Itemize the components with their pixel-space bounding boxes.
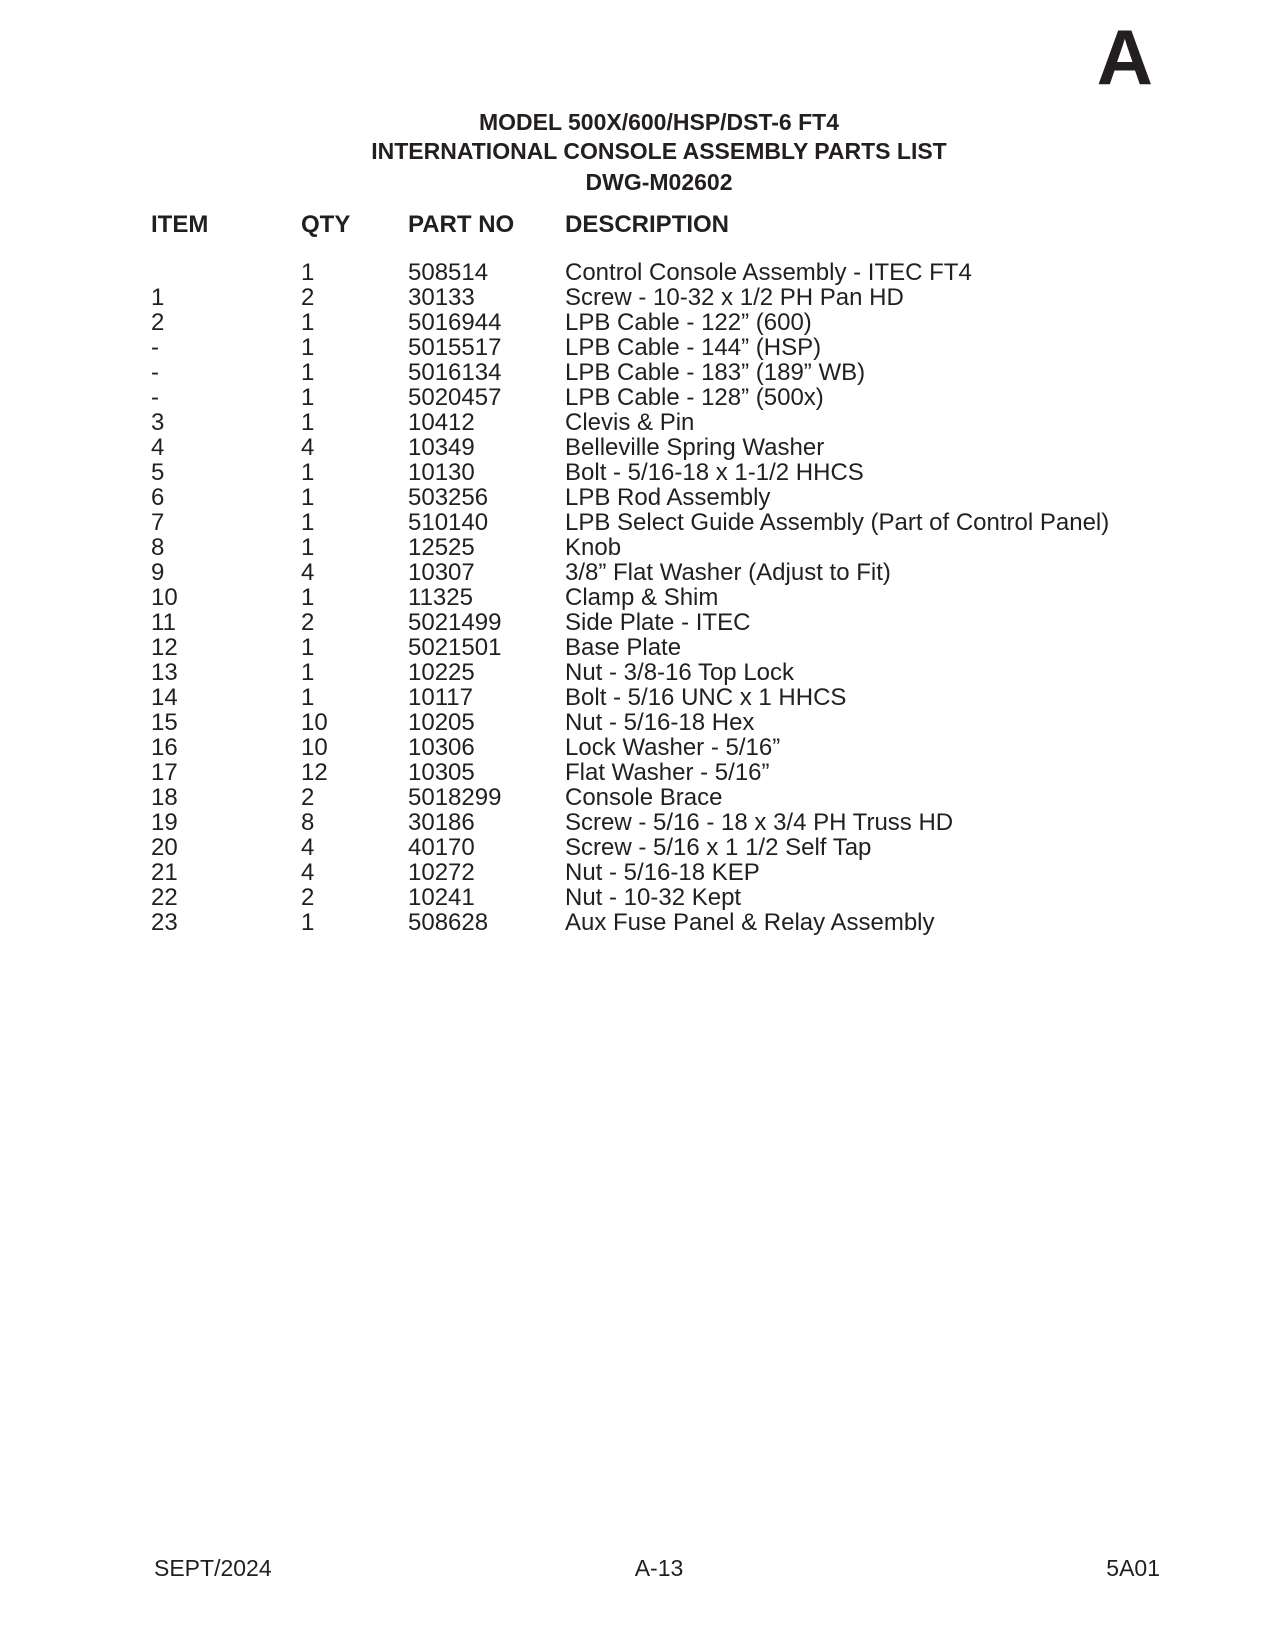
cell-part-no: 10306: [408, 734, 475, 761]
cell-item: 12: [151, 634, 178, 661]
cell-description: Belleville Spring Washer: [565, 434, 825, 461]
drawing-number: DWG-M02602: [585, 169, 733, 195]
cell-part-no: 10307: [408, 559, 475, 586]
cell-description: Screw - 10-32 x 1/2 PH Pan HD: [565, 284, 904, 311]
cell-qty: 4: [301, 834, 315, 861]
table-row: [151, 285, 1109, 310]
model-title: MODEL 500X/600/HSP/DST-6 FT4: [478, 109, 840, 135]
footer-page-number: A-13: [634, 1555, 684, 1581]
footer-date: SEPT/2024: [154, 1555, 272, 1581]
cell-item: 23: [151, 909, 178, 936]
cell-part-no: 5018299: [408, 784, 502, 811]
table-header-row: [151, 210, 1109, 240]
cell-item: 17: [151, 759, 178, 786]
cell-qty: 1: [301, 384, 315, 411]
footer-code: 5A01: [1106, 1555, 1160, 1581]
cell-part-no: 508628: [408, 909, 489, 936]
cell-description: Lock Washer - 5/16”: [565, 734, 781, 761]
cell-part-no: 5021501: [408, 634, 502, 661]
cell-part-no: 40170: [408, 834, 475, 861]
cell-qty: 1: [301, 634, 315, 661]
cell-part-no: 10412: [408, 409, 475, 436]
cell-item: 2: [151, 309, 165, 336]
cell-item: 20: [151, 834, 178, 861]
cell-description: Knob: [565, 534, 622, 561]
cell-description: Bolt - 5/16-18 x 1-1/2 HHCS: [565, 459, 864, 486]
header-description: DESCRIPTION: [565, 211, 730, 238]
table-row: [151, 635, 1109, 660]
cell-item: 4: [151, 434, 165, 461]
header-item: ITEM: [151, 211, 209, 238]
cell-item: 5: [151, 459, 165, 486]
cell-qty: 10: [301, 709, 328, 736]
table-row: [151, 685, 1109, 710]
cell-description: LPB Cable - 122” (600): [565, 309, 812, 336]
table-row: [151, 785, 1109, 810]
cell-description: Control Console Assembly - ITEC FT4: [565, 259, 972, 286]
table-row: [151, 910, 1109, 935]
cell-description: LPB Cable - 128” (500x): [565, 384, 824, 411]
table-row: [151, 435, 1109, 460]
cell-part-no: 5016944: [408, 309, 502, 336]
cell-qty: 1: [301, 909, 315, 936]
cell-part-no: 5016134: [408, 359, 502, 386]
table-row: [151, 810, 1109, 835]
cell-item: 9: [151, 559, 165, 586]
cell-part-no: 510140: [408, 509, 489, 536]
table-row: [151, 885, 1109, 910]
table-row: [151, 560, 1109, 585]
cell-item: 13: [151, 659, 178, 686]
table-row: [151, 460, 1109, 485]
cell-item: 3: [151, 409, 165, 436]
cell-part-no: 10225: [408, 659, 475, 686]
cell-item: -: [151, 334, 159, 361]
cell-qty: 1: [301, 409, 315, 436]
table-row: [151, 260, 1109, 285]
header-part-no: PART NO: [408, 211, 515, 238]
cell-description: Side Plate - ITEC: [565, 609, 751, 636]
table-row: [151, 610, 1109, 635]
cell-qty: 2: [301, 884, 315, 911]
table-row: [151, 760, 1109, 785]
cell-item: 16: [151, 734, 178, 761]
cell-qty: 4: [301, 434, 315, 461]
table-row: [151, 735, 1109, 760]
cell-description: 3/8” Flat Washer (Adjust to Fit): [565, 559, 891, 586]
cell-qty: 12: [301, 759, 328, 786]
cell-part-no: 10130: [408, 459, 475, 486]
cell-qty: 1: [301, 509, 315, 536]
table-row: [151, 410, 1109, 435]
table-row: [151, 385, 1109, 410]
cell-qty: 1: [301, 484, 315, 511]
cell-description: Nut - 5/16-18 Hex: [565, 709, 755, 736]
cell-qty: 4: [301, 859, 315, 886]
cell-part-no: 503256: [408, 484, 489, 511]
cell-qty: 8: [301, 809, 315, 836]
table-row: [151, 860, 1109, 885]
cell-description: LPB Rod Assembly: [565, 484, 771, 511]
cell-item: 18: [151, 784, 178, 811]
cell-description: Flat Washer - 5/16”: [565, 759, 770, 786]
header-spacer: [151, 240, 1109, 260]
cell-qty: 2: [301, 284, 315, 311]
cell-qty: 1: [301, 684, 315, 711]
table-row: [151, 485, 1109, 510]
table-row: [151, 335, 1109, 360]
table-row: [151, 310, 1109, 335]
cell-item: 22: [151, 884, 178, 911]
cell-part-no: 5020457: [408, 384, 502, 411]
cell-part-no: 10205: [408, 709, 475, 736]
cell-item: 11: [151, 609, 176, 636]
cell-part-no: 12525: [408, 534, 475, 561]
cell-item: 1: [151, 284, 165, 311]
cell-description: LPB Cable - 144” (HSP): [565, 334, 822, 361]
table-row: [151, 835, 1109, 860]
cell-qty: 1: [301, 309, 315, 336]
cell-item: 19: [151, 809, 178, 836]
cell-item: 21: [151, 859, 178, 886]
cell-description: Base Plate: [565, 634, 682, 661]
cell-qty: 1: [301, 584, 315, 611]
cell-item: -: [151, 384, 159, 411]
cell-qty: 10: [301, 734, 328, 761]
cell-description: Screw - 5/16 x 1 1/2 Self Tap: [565, 834, 872, 861]
cell-description: Nut - 10-32 Kept: [565, 884, 742, 911]
cell-qty: 1: [301, 659, 315, 686]
section-letter: A: [1096, 13, 1153, 101]
cell-item: 10: [151, 584, 178, 611]
cell-item: 6: [151, 484, 165, 511]
cell-qty: 2: [301, 609, 315, 636]
cell-qty: 4: [301, 559, 315, 586]
cell-part-no: 30133: [408, 284, 475, 311]
header-qty: QTY: [301, 211, 351, 238]
table-row: [151, 510, 1109, 535]
title-block: [0, 108, 1275, 197]
cell-part-no: 508514: [408, 259, 489, 286]
cell-description: Nut - 3/8-16 Top Lock: [565, 659, 795, 686]
table-row: [151, 585, 1109, 610]
cell-part-no: 30186: [408, 809, 475, 836]
cell-part-no: 10117: [408, 684, 473, 711]
cell-item: 7: [151, 509, 165, 536]
cell-qty: 1: [301, 359, 315, 386]
cell-description: Clevis & Pin: [565, 409, 695, 436]
cell-description: Console Brace: [565, 784, 723, 811]
parts-table-body: [151, 240, 1109, 935]
cell-item: 8: [151, 534, 165, 561]
cell-part-no: 10305: [408, 759, 475, 786]
cell-description: Screw - 5/16 - 18 x 3/4 PH Truss HD: [565, 809, 954, 836]
cell-description: LPB Cable - 183” (189” WB): [565, 359, 866, 386]
cell-part-no: 5021499: [408, 609, 502, 636]
cell-description: Clamp & Shim: [565, 584, 719, 611]
cell-part-no: 10349: [408, 434, 475, 461]
cell-description: Nut - 5/16-18 KEP: [565, 859, 760, 886]
cell-qty: 1: [301, 334, 315, 361]
cell-description: Bolt - 5/16 UNC x 1 HHCS: [565, 684, 847, 711]
cell-item: -: [151, 359, 159, 386]
parts-list-title: INTERNATIONAL CONSOLE ASSEMBLY PARTS LIST: [371, 138, 947, 164]
table-row: [151, 360, 1109, 385]
cell-item: [151, 260, 301, 285]
cell-part-no: 10241: [408, 884, 475, 911]
cell-qty: 2: [301, 784, 315, 811]
table-row: [151, 660, 1109, 685]
cell-part-no: 10272: [408, 859, 475, 886]
cell-part-no: 11325: [408, 584, 473, 611]
table-row: [151, 535, 1109, 560]
cell-part-no: 5015517: [408, 334, 502, 361]
cell-item: 14: [151, 684, 178, 711]
cell-qty: 1: [301, 459, 315, 486]
cell-description: Aux Fuse Panel & Relay Assembly: [565, 909, 935, 936]
cell-qty: 1: [301, 259, 315, 286]
table-row: [151, 710, 1109, 735]
cell-item: 15: [151, 709, 178, 736]
cell-qty: 1: [301, 534, 315, 561]
parts-table: [151, 210, 1109, 935]
cell-description: LPB Select Guide Assembly (Part of Control Panel): [565, 509, 1110, 536]
